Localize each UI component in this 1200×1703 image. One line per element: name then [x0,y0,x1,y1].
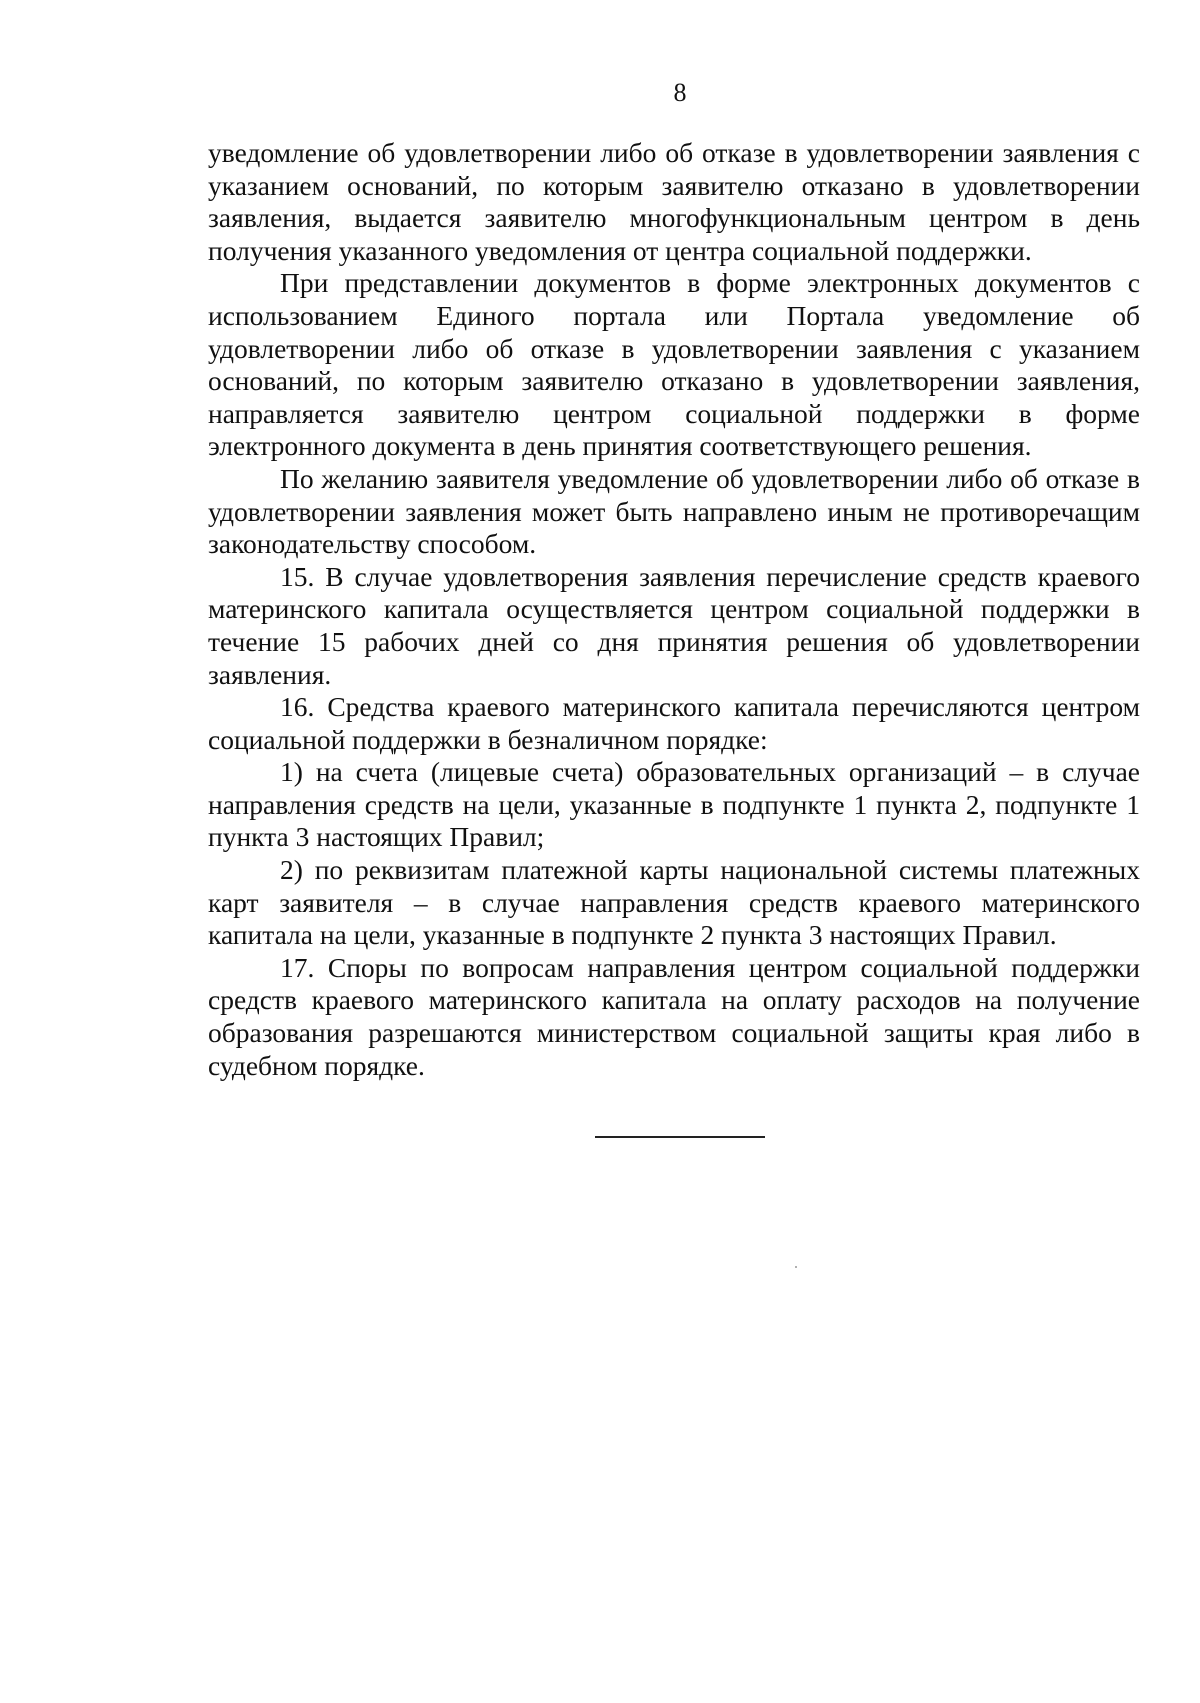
paragraph-electronic-documents: При представлении документов в форме электронных документов с использованием Единого портала или Портала уведомление об удовлетворении либо об отказе в удовлетворении заявления с указанием оснований, по которым заявителю отказано в удовлетворении заявления, направляется заявителю центром социальной поддержки в форме электронного документа в день принятия соответствующего решения. [208,267,1140,462]
paragraph-clause-15: 15. В случае удовлетворения заявления перечисление средств краевого материнского капитала осуществляется центром социальной поддержки в течение 15 рабочих дней со дня принятия решения об удовлетворении заявления. [208,560,1140,690]
paragraph-clause-16: 16. Средства краевого материнского капитала перечисляются центром социальной поддержки в безналичном порядке: [208,691,1140,755]
paragraph-notification-mfc: уведомление об удовлетворении либо об отказе в удовлетворении заявления с указанием оснований, по которым заявителю отказано в удовлетворении заявления, выдается заявителю многофункциональным центром в день получения указанного уведомления от центра социальной поддержки. [208,137,1140,266]
page-number: 8 [673,78,687,107]
end-of-document-rule [595,1136,765,1138]
paragraph-clause-17: 17. Споры по вопросам направления центром социальной поддержки средств краевого материнского капитала на оплату расходов на получение образования разрешаются министерством социальной защиты края либо в судебном порядке. [208,951,1140,1081]
paragraph-subclause-2: 2) по реквизитам платежной карты национальной системы платежных карт заявителя – в случае направления средств краевого материнского капитала на цели, указанные в подпункте 2 пункта 3 настоящих Правил. [208,854,1140,951]
document-body [208,137,1140,1082]
paragraph-other-method: По желанию заявителя уведомление об удовлетворении либо об отказе в удовлетворении заявления может быть направлено иным не противоречащим законодательству способом. [208,462,1140,560]
scan-speck [795,1266,797,1268]
paragraph-subclause-1: 1) на счета (лицевые счета) образовательных организаций – в случае направления средств на цели, указанные в подпункте 1 пункта 2, подпункте 1 пункта 3 настоящих Правил; [208,756,1140,853]
